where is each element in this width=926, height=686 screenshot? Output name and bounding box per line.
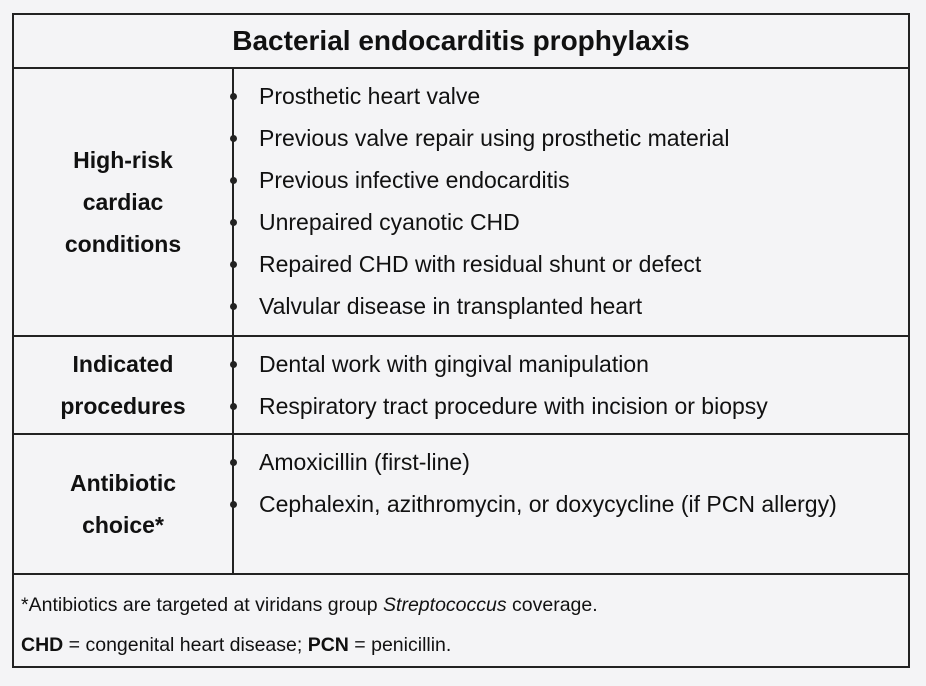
row-label-antibiotics (14, 435, 234, 573)
list-item: Prosthetic heart valve (234, 75, 908, 117)
abbreviations-line (21, 625, 908, 665)
list-item: Unrepaired cyanotic CHD (234, 201, 908, 243)
condition-list (234, 69, 908, 335)
list-item: Previous infective endocarditis (234, 159, 908, 201)
abbreviation-definition: = penicillin. (348, 634, 452, 656)
prophylaxis-table (12, 13, 910, 668)
antibiotic-list (234, 435, 908, 573)
table-title: Bacterial endocarditis prophylaxis (14, 15, 908, 69)
footnote-line (21, 585, 908, 625)
list-item: Cephalexin, azithromycin, or doxycycline (if PCN allergy) (234, 483, 908, 525)
table-row-antibiotics (14, 435, 908, 575)
row-label-line: High-risk (73, 147, 173, 173)
row-label-line: Antibiotic (69, 470, 177, 496)
footnote-text: *Antibiotics are targeted at viridans group (21, 594, 384, 616)
abbreviation-definition: = congenital heart disease; (63, 634, 308, 656)
list-item: Previous valve repair using prosthetic material (234, 117, 908, 159)
list-item: Dental work with gingival manipulation (234, 343, 908, 385)
table-footnote (14, 575, 908, 665)
list-item: Valvular disease in transplanted heart (234, 285, 908, 327)
row-label-line: Indicated (72, 351, 174, 377)
list-item: Repaired CHD with residual shunt or defect (234, 243, 908, 285)
abbreviation-term: CHD (21, 634, 64, 656)
row-label-line: cardiac (82, 189, 164, 215)
footnote-organism: Streptococcus (383, 594, 507, 616)
footnote-text: coverage. (506, 594, 598, 616)
row-label-line: conditions (64, 231, 182, 257)
row-label-high-risk (14, 69, 234, 335)
row-label-line: choice* (82, 512, 164, 538)
row-label-procedures (14, 337, 234, 433)
row-label-line: procedures (60, 393, 186, 419)
procedure-list (234, 337, 908, 433)
abbreviation-term: PCN (307, 634, 349, 656)
table-row-high-risk (14, 69, 908, 337)
table-row-procedures (14, 337, 908, 435)
list-item: Respiratory tract procedure with incision or biopsy (234, 385, 908, 427)
list-item: Amoxicillin (first-line) (234, 441, 908, 483)
